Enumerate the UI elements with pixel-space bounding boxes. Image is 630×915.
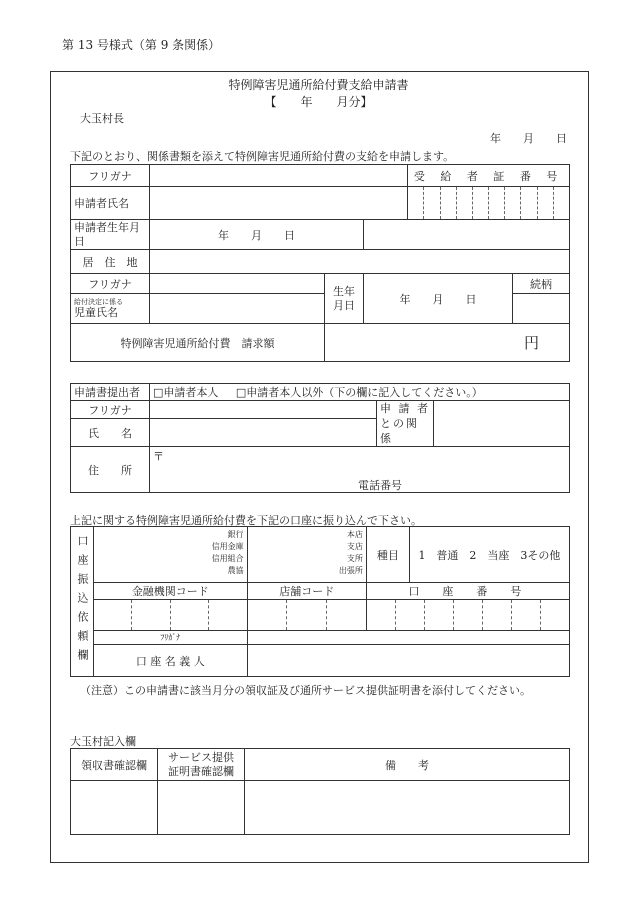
addressee: 大玉村長 — [80, 112, 124, 125]
submitter-table — [70, 383, 570, 493]
village-section-label: 大玉村記入欄 — [70, 735, 136, 748]
address-label: 居 住 地 — [71, 250, 150, 274]
submitter-name-input[interactable] — [150, 419, 377, 447]
submitter-address-input[interactable] — [150, 447, 570, 493]
account-number-input[interactable] — [366, 600, 569, 631]
child-birth-label: 生年月日 — [325, 274, 364, 324]
date-line: 年 月 日 — [490, 132, 567, 145]
form-number: 第 13 号様式（第 9 条関係） — [62, 38, 221, 52]
holder-furigana-label: ﾌﾘｶﾞﾅ — [94, 631, 248, 645]
recipient-cert-label: 受 給 者 証 番 号 — [408, 165, 570, 187]
service-cert-label-2: 証明書確認欄 — [168, 764, 234, 778]
account-type-options[interactable]: 1 普通 2 当座 3その他 — [409, 527, 569, 583]
yen-unit: 円 — [523, 334, 539, 352]
bank-type-3: 信用組合 — [211, 554, 244, 563]
branch-code-input[interactable] — [247, 600, 366, 631]
relation-input[interactable] — [513, 294, 570, 324]
bank-code-input[interactable] — [94, 600, 248, 631]
bank-table — [70, 526, 570, 677]
child-furigana-label: フリガナ — [71, 274, 150, 294]
claim-label: 特例障害児通所給付費 請求額 — [71, 324, 325, 362]
furigana-input[interactable] — [150, 165, 408, 187]
branch-type-1: 本店 — [346, 530, 363, 539]
bank-intro: 上記に関する特例障害児通所給付費を下記の口座に振り込んで下さい。 — [70, 514, 422, 527]
account-type-label: 種目 — [366, 527, 409, 583]
applicant-birth-label: 申請者生年月日 — [71, 220, 150, 250]
period-line: 【 年 月分】 — [264, 95, 373, 109]
postal-mark: 〒 — [153, 450, 164, 463]
branch-code-label: 店舗コード — [247, 583, 366, 600]
holder-input[interactable] — [247, 645, 569, 677]
bank-code-label: 金融機関コード — [94, 583, 248, 600]
branch-type-3: 支所 — [346, 554, 363, 563]
applicant-table — [70, 164, 570, 362]
branch-type-4: 出張所 — [338, 566, 363, 575]
bank-side-label: 口座振込依頼欄 — [71, 527, 94, 677]
account-number-label: 口 座 番 号 — [366, 583, 569, 600]
receipt-check-label: 領収書確認欄 — [71, 749, 158, 781]
submitter-address-label: 住 所 — [71, 447, 150, 493]
child-name-small: 給付決定に係る — [74, 298, 123, 306]
submitter-furigana-label: フリガナ — [71, 401, 150, 419]
child-name-input[interactable] — [150, 294, 325, 324]
child-name-label: 児童氏名 — [74, 306, 118, 319]
intro-text: 下記のとおり、関係書類を添えて特例障害児通所給付費の支給を申請します。 — [70, 150, 455, 163]
relation-label: 続柄 — [513, 274, 570, 294]
phone-label: 電話番号 — [358, 479, 402, 492]
child-furigana-input[interactable] — [150, 274, 325, 294]
remarks-label: 備 考 — [245, 749, 570, 781]
furigana-label: フリガナ — [71, 165, 150, 187]
submitter-relation-input[interactable] — [434, 401, 570, 447]
holder-furigana-input[interactable] — [247, 631, 569, 645]
remarks-input[interactable] — [245, 781, 570, 835]
holder-label: 口 座 名 義 人 — [94, 645, 248, 677]
receipt-check-input[interactable] — [71, 781, 158, 835]
service-cert-input[interactable] — [158, 781, 245, 835]
submitter-label: 申請書提出者 — [71, 384, 150, 401]
submitter-self-option[interactable]: □申請者本人 — [153, 386, 219, 399]
service-cert-label-1: サービス提供 — [168, 750, 234, 764]
form-title: 特例障害児通所給付費支給申請書 — [228, 78, 409, 92]
village-table — [70, 748, 570, 835]
submitter-relation-label: 申 請 者との関係 — [377, 401, 434, 447]
applicant-name-input[interactable] — [150, 187, 408, 220]
address-input[interactable] — [150, 250, 570, 274]
submitter-furigana-input[interactable] — [150, 401, 377, 419]
submitter-name-label: 氏 名 — [71, 419, 150, 447]
bank-type-4: 農協 — [227, 566, 244, 575]
bank-type-2: 信用金庫 — [211, 542, 244, 551]
branch-type-2: 支店 — [346, 542, 363, 551]
applicant-name-label: 申請者氏名 — [71, 187, 150, 220]
bank-type-1: 銀行 — [227, 530, 244, 539]
applicant-birth-value[interactable]: 年 月 日 — [150, 220, 364, 250]
attachment-note: （注意）この申請書に該当月分の領収証及び通所サービス提供証明書を添付してください。 — [80, 684, 531, 697]
submitter-other-option[interactable]: □申請者本人以外（下の欄に記入してください。） — [235, 386, 483, 399]
recipient-cert-input[interactable] — [408, 187, 570, 220]
child-birth-value[interactable]: 年 月 日 — [364, 274, 513, 324]
